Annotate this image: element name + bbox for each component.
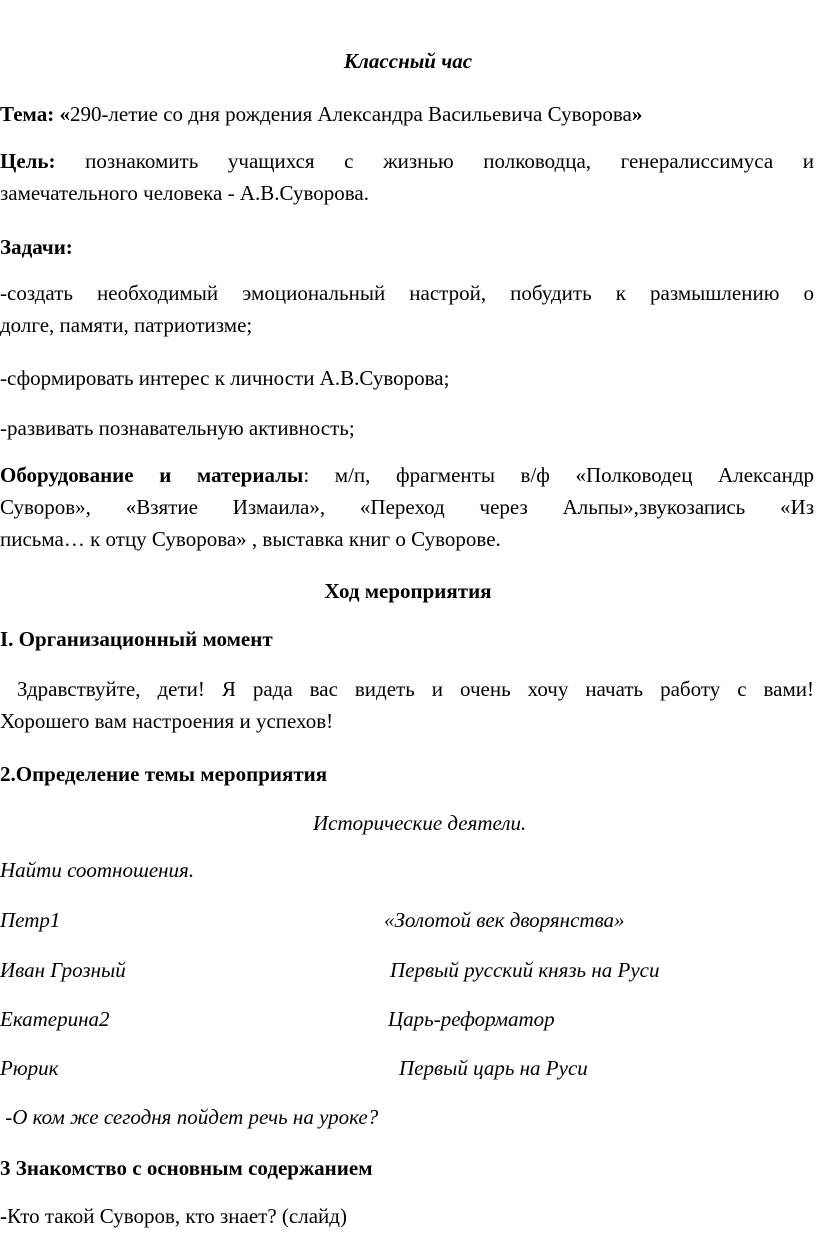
pair-left-4: Рюрик bbox=[0, 1056, 59, 1080]
tasks-label: Задачи: bbox=[0, 235, 73, 259]
section-3-line bbox=[0, 1203, 816, 1229]
section-2-question: -О ком же сегодня пойдет речь на уроке? bbox=[0, 1105, 379, 1129]
goal-line-1 bbox=[0, 145, 814, 177]
equipment-line-1 bbox=[0, 459, 814, 491]
pair-left-2: Иван Грозный bbox=[0, 958, 126, 982]
section-1-line-2: Хорошего вам настроения и успехов! bbox=[0, 709, 334, 733]
theme-label: Тема: bbox=[0, 102, 55, 126]
theme-line bbox=[0, 101, 816, 127]
equipment-paragraph bbox=[0, 459, 814, 555]
section-3-dash: - bbox=[0, 1204, 7, 1228]
pair-left-3: Екатерина2 bbox=[0, 1007, 110, 1031]
section-3-heading: 3 Знакомство с основным содержанием bbox=[0, 1156, 373, 1180]
section-1-line-1: Здравствуйте, дети! Я рада вас видеть и очень хочу начать работу с вами! bbox=[0, 677, 814, 701]
document-title: Классный час bbox=[343, 49, 473, 73]
task-item-1-line-1: -создать необходимый эмоциональный настрой, побудить к размышлению о bbox=[0, 281, 814, 305]
theme-quote-open: « bbox=[59, 102, 70, 126]
section-2-heading: 2.Определение темы мероприятия bbox=[0, 762, 328, 786]
goal-paragraph bbox=[0, 145, 814, 209]
equipment-label: Оборудование и материалы bbox=[0, 463, 304, 487]
equipment-text-1: м/п, фрагменты в/ф «Полководец Александр bbox=[334, 463, 814, 487]
task-item-1 bbox=[0, 277, 814, 341]
pair-right-3: Царь-реформатор bbox=[388, 1007, 555, 1031]
theme-text: 290-летие со дня рождения Александра Васильевича Суворова bbox=[69, 102, 632, 126]
section-3-text: Кто такой Суворов, кто знает? (слайд) bbox=[7, 1204, 347, 1228]
goal-text-1: познакомить учащихся с жизнью полководца, генералиссимуса и bbox=[85, 149, 814, 173]
equipment-line-2: Суворов», «Взятие Измаила», «Переход через Альпы»,звукозапись «Из bbox=[0, 495, 814, 519]
pair-left-1: Петр1 bbox=[0, 908, 61, 932]
pair-right-4: Первый царь на Руси bbox=[399, 1056, 588, 1080]
theme-quote-close: » bbox=[631, 102, 643, 126]
task-item-1-line-2: долге, памяти, патриотизме; bbox=[0, 313, 253, 337]
pair-right-2: Первый русский князь на Руси bbox=[390, 958, 660, 982]
section-2-instruction: Найти соотношения. bbox=[0, 858, 195, 882]
goal-line-2: замечательного человека - А.В.Суворова. bbox=[0, 181, 369, 205]
task-item-2: -сформировать интерес к личности А.В.Суворова; bbox=[0, 366, 450, 390]
task-item-3: -развивать познавательную активность; bbox=[0, 416, 355, 440]
equipment-colon: : bbox=[303, 463, 310, 487]
goal-label: Цель: bbox=[0, 149, 56, 173]
section-2-subtitle: Исторические деятели. bbox=[313, 811, 527, 835]
pair-right-1: «Золотой век дворянства» bbox=[384, 908, 625, 932]
section-1-heading: I. Организационный момент bbox=[0, 627, 273, 651]
course-heading: Ход мероприятия bbox=[324, 579, 492, 603]
section-1-paragraph bbox=[0, 673, 814, 737]
equipment-line-3: письма… к отцу Суворова» , выставка книг о Суворове. bbox=[0, 527, 501, 551]
